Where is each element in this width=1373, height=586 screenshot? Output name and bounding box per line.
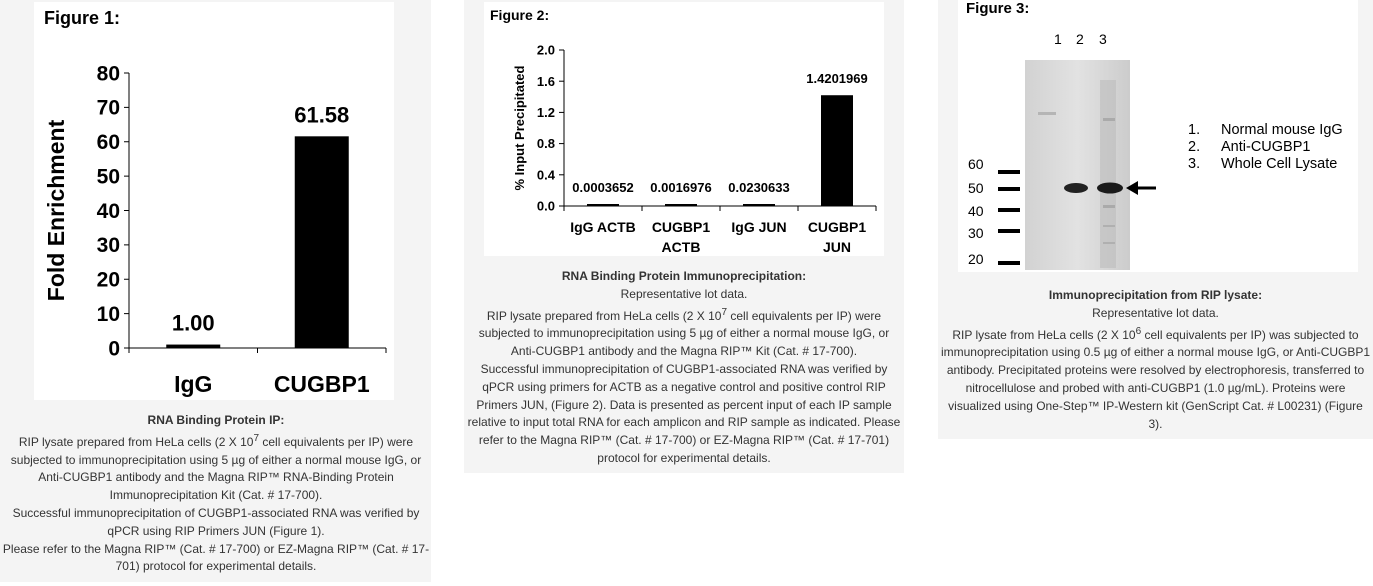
y-tick-label: 0 <box>108 337 120 361</box>
y-tick-label: 70 <box>96 96 120 120</box>
legend-item-1: 1. Normal mouse IgG <box>1188 122 1343 138</box>
figure2-caption-line2: Successful immunoprecipitation of CUGBP1-associated RNA was verified by qPCR using primers for ACTB as a negative control and positive control RIP Primers JUN, (Figure 2). Data is presented as percent input of each IP sample relative to input total RNA for each amplicon and RIP sample as indicated. Please refer to the Magna RIP™ (Cat. # 17-700) or EZ-Magna RIP™ (Cat. # 17-701) protocol for experimental details. <box>467 361 901 465</box>
bar <box>587 204 619 206</box>
mw-marker-60: 60 <box>968 156 984 172</box>
data-label: 0.0016976 <box>650 180 712 195</box>
y-tick-label: 0.4 <box>536 167 555 183</box>
y-tick-label: 20 <box>96 268 120 292</box>
lane-label-3: 3 <box>1099 31 1107 47</box>
figure1-label: Figure 1: <box>44 8 121 28</box>
mw-marker-30: 30 <box>968 225 984 241</box>
figure2-label: Figure 2: <box>490 7 550 23</box>
y-tick-label: 50 <box>96 165 120 189</box>
y-tick-label: 10 <box>96 302 120 326</box>
lane-label-2: 2 <box>1076 31 1084 47</box>
band-lane2 <box>1064 183 1088 193</box>
x-tick-label: CUGBP1 <box>807 219 867 235</box>
y-tick-label: 1.2 <box>536 104 555 120</box>
figure2-chart-area <box>484 2 884 256</box>
fold-enrichment-chart <box>34 2 394 400</box>
y-tick-label: 40 <box>96 199 120 223</box>
x-tick-label: ACTB <box>661 239 701 255</box>
y-tick-label: 1.6 <box>536 73 555 89</box>
y-tick-label: 30 <box>96 234 120 258</box>
figure3-label: Figure 3: <box>966 0 1030 17</box>
band-lane3 <box>1097 183 1123 194</box>
data-label: 0.0003652 <box>572 180 634 195</box>
figure2-caption-line1: RIP lysate prepared from HeLa cells (2 X $10^7$ cell equivalents per IP) were subjected to immunoprecipitation using 5 µg of either a normal mouse IgG, or Anti-CUGBP1 antibody and the Magna RIP™ Kit (Cat. # 17-700). <box>478 306 890 359</box>
x-tick-label: IgG JUN <box>731 219 787 235</box>
mw-marker-20: 20 <box>968 251 984 267</box>
x-tick-label: IgG <box>174 371 213 397</box>
figure1-chart-area <box>34 2 394 400</box>
data-label: 61.58 <box>294 102 350 128</box>
x-tick-label: JUN <box>822 239 852 255</box>
band-arrow-icon <box>1126 181 1156 195</box>
figure1-caption-line2: Successful immunoprecipitation of CUGBP1-associated RNA was verified by qPCR using RIP Primers JUN (Figure 1). <box>12 505 420 538</box>
figure3-caption-subtitle: Representative lot data. <box>1092 305 1219 320</box>
figure3-caption-line1: RIP lysate from HeLa cells (2 X $10^6$ cell equivalents per IP) was subjected to immunoprecipitation using 0.5 µg of either a normal mouse IgG, or Anti-CUGBP1 antibody. Precipitated proteins were resolved by electrophoresis, transferred to nitrocellulose and probed with anti-CUGBP1 (1.0 µg/mL). Proteins were visualized using One-Step™ IP-Western kit (GenScript Cat. # L00231) (Figure 3). <box>940 325 1371 431</box>
x-tick-label: CUGBP1 <box>651 219 711 235</box>
mw-marker-50: 50 <box>968 180 984 196</box>
figure1-caption-title: RNA Binding Protein IP: <box>147 413 285 427</box>
legend-item-3: 3. Whole Cell Lysate <box>1188 156 1338 172</box>
bar <box>821 95 853 206</box>
figure2-caption-title: RNA Binding Protein Immunoprecipitation: <box>561 269 807 283</box>
bar <box>743 204 775 206</box>
bar <box>166 345 220 348</box>
bar <box>665 204 697 206</box>
legend-item-2: 2. Anti-CUGBP1 <box>1188 139 1311 155</box>
y-tick-label: 60 <box>96 131 120 155</box>
y-axis-label: Fold Enrichment <box>43 119 69 302</box>
lane-label-1: 1 <box>1054 31 1062 47</box>
figure1-caption-line3: Please refer to the Magna RIP™ (Cat. # 17-700) or EZ-Magna RIP™ (Cat. # 17-701) protocol for experimental details. <box>2 541 430 574</box>
data-label: 1.00 <box>171 310 215 336</box>
bar <box>295 136 349 348</box>
y-tick-label: 0.0 <box>536 198 555 214</box>
y-tick-label: 80 <box>96 62 120 86</box>
y-axis-label: % Input Precipitated <box>512 65 527 191</box>
data-label: 1.4201969 <box>806 71 868 87</box>
figure2-caption <box>466 268 902 468</box>
percent-input-chart <box>484 2 884 256</box>
y-tick-label: 0.8 <box>536 136 555 152</box>
figure3-blot-area <box>958 0 1358 272</box>
x-tick-label: CUGBP1 <box>273 371 370 397</box>
mw-marker-40: 40 <box>968 203 984 219</box>
figure3-caption <box>940 287 1371 433</box>
figure1-caption <box>2 412 430 576</box>
figure3-caption-title: Immunoprecipitation from RIP lysate: <box>1048 288 1263 302</box>
figure1-caption-line1: RIP lysate prepared from HeLa cells (2 X $10^7$ cell equivalents per IP) were subjected to immunoprecipitation using 5 µg of either a normal mouse IgG, or Anti-CUGBP1 antibody and the Magna RIP™ RNA-Binding Protein Immunoprecipitation Kit (Cat. # 17-700). <box>10 432 422 503</box>
y-tick-label: 2.0 <box>536 42 555 58</box>
figure2-caption-subtitle: Representative lot data. <box>620 286 748 301</box>
x-tick-label: IgG ACTB <box>570 219 636 235</box>
data-label: 0.0230633 <box>728 180 790 195</box>
